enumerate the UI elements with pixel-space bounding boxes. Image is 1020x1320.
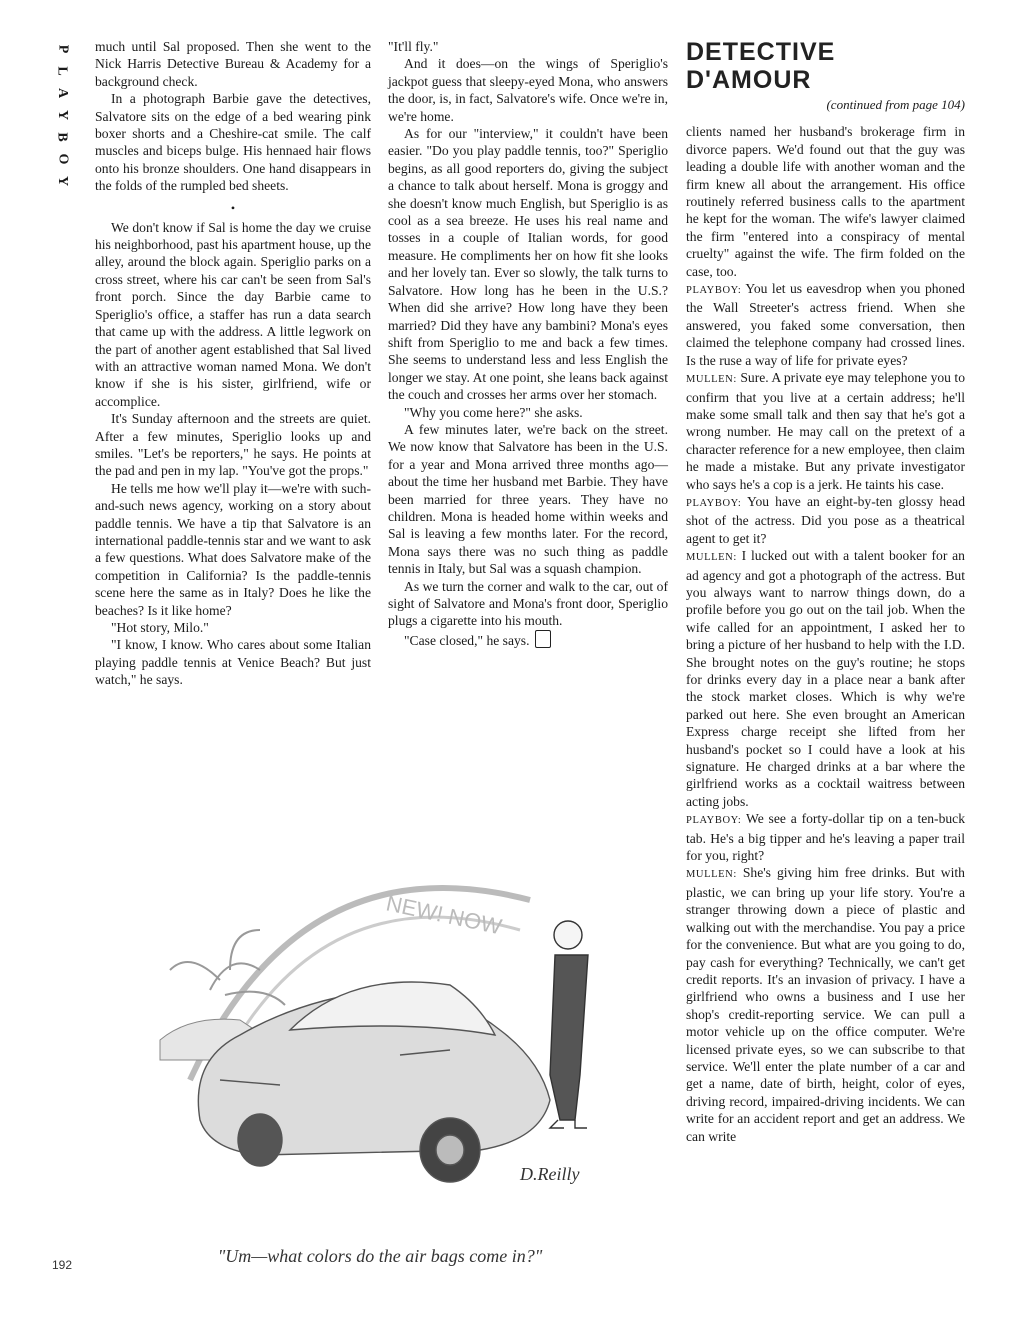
paragraph: "I know, I know. Who cares about some Italian playing paddle tennis at Venice Beach? But just watch," he says. [95,637,371,688]
mag-letter: P [55,44,70,54]
qa-item [686,810,965,864]
qa-text: You let us eavesdrop when you phoned the Wall Streeter's actress friend. When she answered, you faked some conversation, then claimed the telephone company had crossed lines. Is the ruse a way of life for private eyes? [686,281,965,368]
mag-letter: Y [55,109,70,121]
window-sign-text: NEW! NOW [383,890,504,940]
mag-letter: B [55,132,70,142]
speaker-label: MULLEN: [686,552,737,564]
sidebar-headline: DETECTIVE D'AMOUR [686,38,836,94]
qa-item [686,280,965,369]
sidebar-column [686,38,965,1145]
cartoon-caption: "Um—what colors do the air bags come in?" [217,1246,543,1266]
qa-item [686,547,965,810]
mag-letter: Y [55,175,70,187]
mag-letter: A [55,87,70,99]
article-column-2 [388,38,668,649]
cartoonist-signature: D.Reilly [520,1164,580,1184]
article-column-1 [95,38,371,689]
paragraph: A few minutes later, we're back on the street. We now know that Salvatore has been in the U.S. for a year and Mona arrived three months ago—about the time her husband met Barbie. They have been married for three years. They have no children. Mona is headed home within weeks and Sal is leaving a few months later. For the record, Mona says there was no such thing as paddle tennis in Italy, but Sal was a squash champion. [388,421,668,577]
paragraph: "Why you come here?" she asks. [404,404,583,420]
paragraph: As for our "interview," it couldn't have been easier. "Do you play paddle tennis, too?" Speriglio begins, as all good reporters do, giving the subject a chance to talk about herself. Mona is groggy and she doesn't know much English, but Speriglio is as cool as a sea breeze. He uses his real name and tosses in a couple of Italian words, for good measure. He compliments her on how fit she looks and her lovely tan. Ever so slowly, the talk turns to Salvatore. How long has he been in the U.S.? When did she arrive? How long have they been married? Did they have any bambini? Mona's eyes shift from Speriglio to me and back a few times. She seems to understand less and less English the longer we stay. At one point, she leans back against the couch and crosses her arms over her stomach. [388,126,668,403]
sidebar-intro: clients named her husband's brokerage firm in divorce papers. We'd found out that the guy was leading a double life with another woman and the firm knew all about the arrangement. His office routinely referred business calls to the apartment he kept for the woman. The wife's lawyer claimed the firm "entered into a conspiracy of mental cruelty" against the wife. The firm folded on the case, too. [686,124,965,279]
qa-item [686,864,965,1145]
speaker-label: MULLEN: [686,374,737,386]
paragraph: And it does—on the wings of Speriglio's jackpot guess that sleepy-eyed Mona, who answers the door, is, in fact, Salvatore's wife. Once we're in, we're home. [388,56,668,124]
paragraph: "It'll fly." [388,39,439,54]
speaker-label: PLAYBOY: [686,815,742,827]
mag-letter: L [55,66,70,76]
qa-text: She's giving him free drinks. But with plastic, we can bring up your life story. You're a stranger throwing down a piece of plastic and walking out with the merchandise. You pay a price for the convenience. But what are you going to do, pay cash for everything? Technically, we can't get credit reports. It's an invasion of privacy. I have a girlfriend who owns a business and I use her shop's credit-reporting service. We can pull a motor vehicle up on the office computer. We're licensed private eyes, so we can subscribe to that service. We'll enter the plate number of a car and get a name, date of birth, height, color of eyes, driving record, impaired-driving incidents. We can write for an accident report and get an address. We can write [686,865,965,1144]
mag-letter: O [54,153,70,165]
qa-text: You have an eight-by-ten glossy head shot of the actress. Did you pose as a theatrical agent to get it? [686,493,965,546]
section-break-bullet: • [230,200,236,215]
continued-from-note: (continued from page 104) [826,97,965,112]
paragraph: much until Sal proposed. Then she went to the Nick Harris Detective Bureau & Academy for a background check. [95,39,371,89]
paragraph: It's Sunday afternoon and the streets are quiet. After a few minutes, Speriglio looks up and smiles. "Let's be reporters," he says. He points at the pad and pen in my lap. "You've got the props." [95,411,371,479]
speaker-label: MULLEN: [686,869,737,881]
paragraph-with-endmark [388,630,668,649]
page-number: 192 [52,1258,73,1272]
qa-text: Sure. A private eye may telephone you to confirm that you live at a certain address; he'll make some small talk and then say that he's got a wrong number. He may call on the pretext of a character reference for a new employee, then claim he made a mistake. But any private investigator who says he's a cop is a jerk. He taints his case. [686,370,965,492]
speaker-label: PLAYBOY: [686,285,742,297]
speaker-label: PLAYBOY: [686,497,742,509]
paragraph: He tells me how we'll play it—we're with such-and-such news agency, working on a story about paddle tennis. We have a tip that Salvatore is an international paddle-tennis star and we want to ask a few questions. What does Salvatore make of the competition in California? Is the paddle-tennis scene here the same as in Italy? Does he like the beaches? Is it like home? [95,480,371,618]
paragraph: In a photograph Barbie gave the detectives, Salvatore sits on the edge of a bed wearing pink boxer shorts and a Cheshire-cat smile. The calf muscles and biceps bulge. His hennaed hair flows onto his bronze shoulders. One hand disappears in the folds of the rumpled bed sheets. [95,91,371,194]
qa-text: I lucked out with a talent booker for an ad agency and got a photograph of the actress. But you always want to narrow things down, do a profile before you go out on the tail job. When the wife called for an appointment, I asked her to bring a picture of her husband to help with the I.D. She brought notes on the guy's routine; he stops for drinks every day in a place near a bank after the stock market closes. Which is why we're parked out here. She even brought an American Express charge receipt she lifted from her husband's pocket so I could have a look at his signature. He charged drinks at a bar where the girlfriend works as a cocktail waitress between acting jobs. [686,548,965,809]
qa-item [686,369,965,493]
qa-text: We see a forty-dollar tip on a ten-buck tab. He's a big tipper and he's leaving a paper trail for you, right? [686,811,966,864]
closing-line: "Case closed," he says. [404,632,530,648]
qa-item [686,493,965,547]
paragraph: We don't know if Sal is home the day we cruise his neighborhood, past his apartment house, up the alley, around the block again. Speriglio parks on a cross street, where his car can't be seen from Sal's front porch. Since the day Barbie came to Speriglio's office, a staffer has run a data search that came up with the address. A little legwork on the part of another agent established that Sal lived with an attractive woman named Mona. We don't know if she is his sister, girlfriend, wife or accomplice. [95,219,371,409]
paragraph: "Hot story, Milo." [111,620,209,635]
rabbit-head-endmark-icon [535,630,551,648]
paragraph: As we turn the corner and walk to the car, out of sight of Salvatore and Mona's front door, Speriglio plugs a cigarette into his mouth. [388,578,668,629]
magazine-vertical-title [52,38,72,192]
cartoon-illustration [150,820,610,1240]
